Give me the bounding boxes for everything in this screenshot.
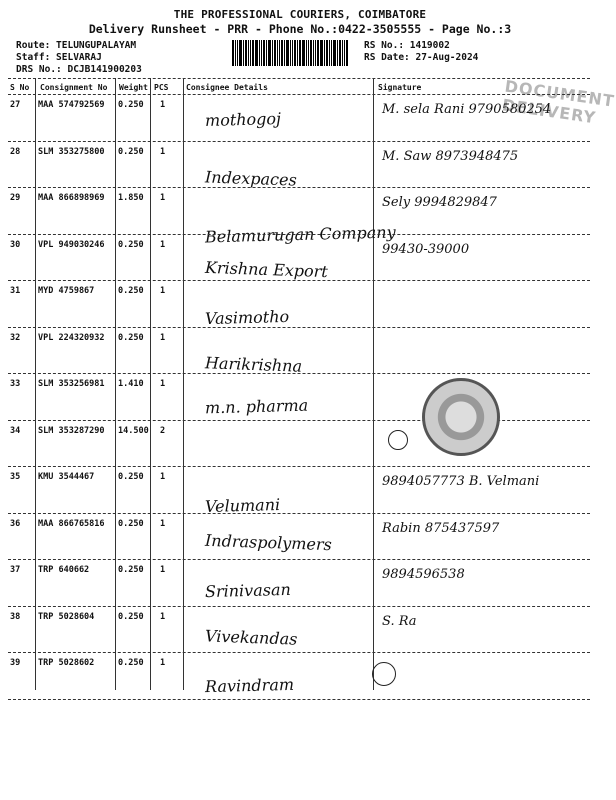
document-delivery-stamp: DOCUMENT DELIVERY (500, 76, 616, 128)
barcode-bar (331, 40, 332, 66)
barcode-bar (274, 40, 276, 66)
barcode-bar (324, 40, 325, 66)
barcode-bar (255, 40, 258, 66)
barcode-bar (243, 40, 244, 66)
barcode-bar (261, 40, 262, 66)
barcode-bar (237, 40, 238, 66)
row-consignee-handwritten: Srinivasan (204, 579, 292, 602)
barcode-bar (329, 40, 330, 66)
row-sno: 36 (10, 518, 21, 529)
row-divider (8, 466, 590, 467)
row-weight: 0.250 (118, 100, 144, 110)
row-consignment-no: KMU 3544467 (38, 472, 95, 482)
col-consignee: Consignee Details (186, 83, 268, 92)
row-divider (8, 652, 590, 653)
barcode-bar (245, 40, 247, 66)
row-weight: 0.250 (118, 239, 144, 250)
barcode-bar (306, 40, 307, 66)
row-consignee-handwritten: Belamurugan Company (204, 222, 396, 247)
row-pcs: 1 (160, 658, 166, 668)
row-consignment-no: SLM 353256981 (38, 379, 105, 389)
runsheet-subtitle: Delivery Runsheet - PRR - Phone No.:0422-3505555 - Page No.:3 (88, 22, 512, 36)
row-divider (8, 606, 590, 607)
row-pcs: 1 (160, 146, 166, 157)
barcode-bar (268, 40, 271, 66)
row-weight: 0.250 (118, 611, 144, 622)
row-sno: 33 (10, 379, 21, 389)
row-pcs: 1 (160, 286, 166, 296)
row-divider (8, 559, 590, 560)
row-divider (8, 234, 590, 235)
row-sno: 29 (10, 193, 21, 203)
row-weight: 0.250 (118, 518, 144, 529)
row-consignment-no: MAA 574792569 (38, 100, 105, 110)
barcode-bar (310, 40, 312, 66)
row-weight: 14.500 (118, 425, 149, 436)
barcode-bar (317, 40, 319, 66)
barcode-bar (346, 40, 348, 66)
barcode-bar (292, 40, 293, 66)
barcode-bar (263, 40, 265, 66)
barcode-bar (272, 40, 273, 66)
row-pcs: 1 (160, 518, 166, 529)
barcode-bar (294, 40, 296, 66)
row-consignment-no: MAA 866765816 (38, 518, 105, 529)
row-consignee-handwritten: Krishna Export (204, 257, 329, 281)
row-sno: 27 (10, 100, 21, 110)
circled-mark (372, 662, 396, 686)
row-signature-handwritten: 99430-39000 (382, 241, 470, 257)
row-consignee-handwritten: Harikrishna (204, 352, 303, 376)
row-weight: 0.250 (118, 332, 144, 343)
row-divider (8, 327, 590, 328)
barcode-bar (313, 40, 314, 66)
row-weight: 0.250 (118, 658, 144, 668)
row-signature-handwritten: Rabin 875437597 (382, 520, 500, 536)
row-sno: 31 (10, 286, 21, 296)
row-weight: 1.850 (118, 193, 144, 203)
barcode-bar (326, 40, 328, 66)
header-bottom-rule (8, 94, 590, 95)
barcode-bar (315, 40, 316, 66)
row-consignment-no: VPL 949030246 (38, 239, 105, 250)
row-divider (8, 280, 590, 281)
rs-number: RS No.: 1419002 (364, 40, 450, 51)
row-signature-handwritten: M. sela Rani 9790580254 (382, 102, 552, 117)
barcode-bar (250, 40, 251, 66)
row-consignment-no: TRP 640662 (38, 565, 90, 575)
header-top-rule (8, 78, 590, 79)
barcode-bar (279, 40, 280, 66)
row-sno: 37 (10, 565, 21, 575)
row-signature-handwritten: 9894057773 B. Velmani (382, 474, 540, 489)
row-divider (8, 187, 590, 188)
col-rule (150, 78, 151, 690)
row-pcs: 1 (160, 611, 166, 622)
drs-number: DRS No.: DCJB141900203 (16, 64, 142, 75)
barcode (232, 40, 354, 66)
row-sno: 38 (10, 611, 21, 622)
barcode-bar (337, 40, 338, 66)
col-weight: Weight (119, 83, 148, 92)
col-consignment: Consignment No (40, 83, 108, 92)
barcode-bar (286, 40, 289, 66)
barcode-bar (248, 40, 249, 66)
col-rule (373, 78, 374, 690)
row-sno: 30 (10, 239, 21, 250)
row-divider (8, 420, 590, 421)
barcode-bar (308, 40, 309, 66)
barcode-bar (339, 40, 341, 66)
barcode-bar (297, 40, 298, 66)
row-weight: 0.250 (118, 286, 144, 296)
col-sno: S No (10, 83, 30, 92)
barcode-bar (320, 40, 323, 66)
row-consignment-no: VPL 224320932 (38, 332, 105, 343)
barcode-bar (252, 40, 254, 66)
row-pcs: 1 (160, 239, 166, 250)
row-pcs: 2 (160, 425, 166, 436)
rs-date: RS Date: 27-Aug-2024 (364, 52, 479, 63)
col-rule (35, 78, 36, 690)
circled-mark (388, 430, 408, 450)
row-weight: 1.410 (118, 379, 144, 389)
barcode-bar (277, 40, 278, 66)
row-signature-handwritten: Sely 9994829847 (382, 195, 497, 210)
row-consignee-handwritten: Vivekandas (204, 625, 298, 649)
barcode-bar (239, 40, 242, 66)
row-signature-handwritten: M. Saw 8973948475 (382, 148, 519, 164)
row-sno: 34 (10, 425, 21, 436)
barcode-bar (232, 40, 234, 66)
row-divider (8, 699, 590, 700)
row-consignee-handwritten: m.n. pharma (204, 395, 309, 418)
row-consignment-no: TRP 5028602 (38, 658, 95, 668)
company-seal (422, 378, 500, 456)
row-divider (8, 513, 590, 514)
barcode-bar (344, 40, 345, 66)
row-sno: 32 (10, 332, 21, 343)
row-weight: 0.250 (118, 472, 144, 482)
route-label: Route: TELUNGUPALAYAM (16, 40, 137, 51)
row-consignee-handwritten: Indexpaces (204, 166, 298, 190)
row-consignee-handwritten: Ravindram (204, 674, 295, 697)
row-pcs: 1 (160, 193, 166, 203)
row-consignee-handwritten: Indraspolymers (204, 530, 333, 554)
row-sno: 28 (10, 146, 21, 157)
row-consignment-no: SLM 353275800 (38, 146, 105, 157)
row-weight: 0.250 (118, 565, 144, 575)
row-consignee-handwritten: Vasimotho (204, 306, 290, 329)
row-consignment-no: MYD 4759867 (38, 286, 95, 296)
row-consignment-no: TRP 5028604 (38, 611, 95, 622)
barcode-bar (342, 40, 343, 66)
barcode-bar (290, 40, 291, 66)
row-pcs: 1 (160, 472, 166, 482)
row-pcs: 1 (160, 332, 166, 343)
row-consignee-handwritten: mothogoj (204, 109, 282, 130)
row-pcs: 1 (160, 565, 166, 575)
row-signature-handwritten: S. Ra (382, 613, 417, 629)
barcode-bar (302, 40, 305, 66)
row-pcs: 1 (160, 379, 166, 389)
row-consignment-no: SLM 353287290 (38, 425, 105, 436)
barcode-bar (259, 40, 260, 66)
barcode-bar (266, 40, 267, 66)
staff-label: Staff: SELVARAJ (16, 52, 102, 63)
row-signature-handwritten: 9894596538 (382, 567, 465, 582)
row-consignee-handwritten: Velumani (204, 495, 281, 516)
col-rule (115, 78, 116, 690)
barcode-bar (284, 40, 285, 66)
col-rule (183, 78, 184, 690)
row-sno: 35 (10, 472, 21, 482)
barcode-bar (299, 40, 301, 66)
barcode-bar (235, 40, 236, 66)
barcode-bar (281, 40, 283, 66)
row-sno: 39 (10, 658, 21, 668)
barcode-bar (333, 40, 336, 66)
row-divider (8, 141, 590, 142)
row-pcs: 1 (160, 100, 166, 110)
row-divider (8, 373, 590, 374)
col-signature: Signature (378, 83, 422, 92)
row-consignment-no: MAA 866898969 (38, 193, 105, 203)
col-pcs: PCS (154, 83, 169, 92)
company-title: THE PROFESSIONAL COURIERS, COIMBATORE (173, 8, 427, 21)
row-weight: 0.250 (118, 146, 144, 157)
